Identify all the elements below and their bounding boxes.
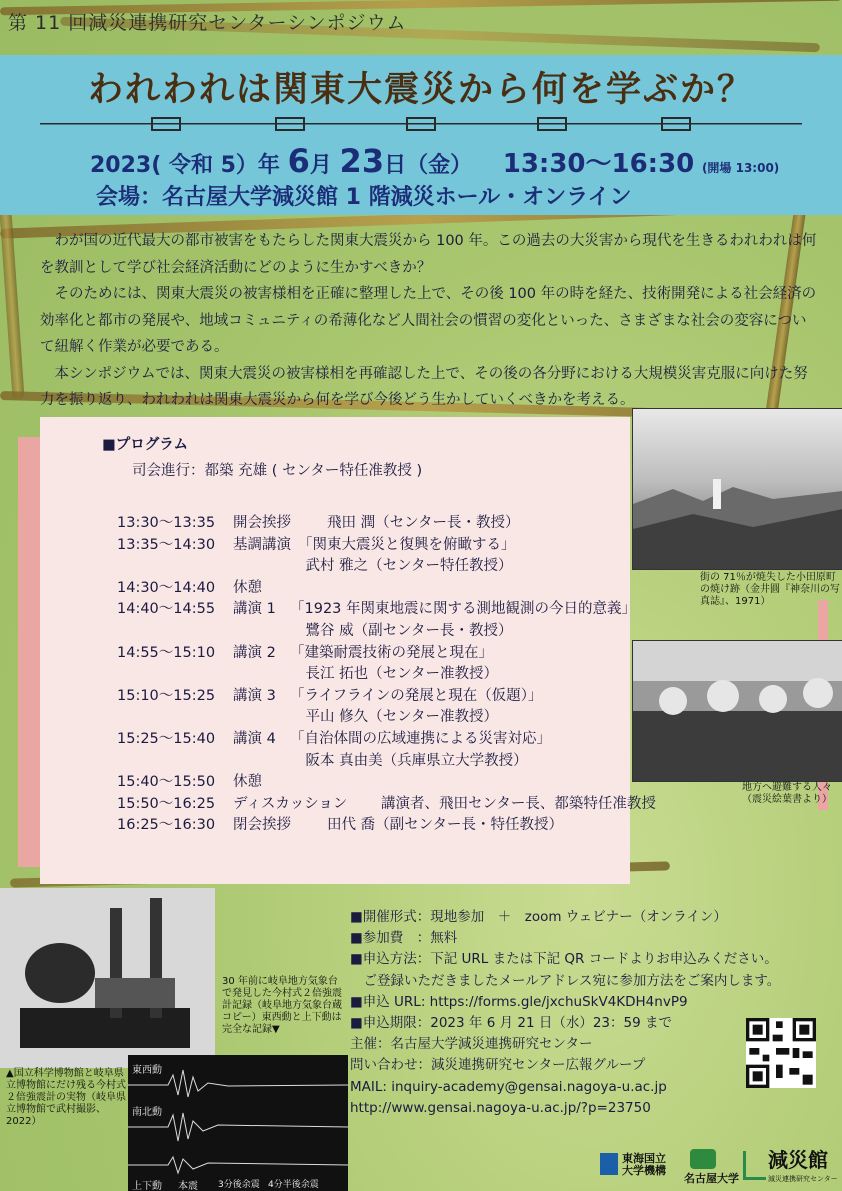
caption-photo2: 地方へ避難する人々（震災絵葉書より）: [742, 782, 832, 805]
program-detail: 「ライフラインの発展と現在（仮題）」: [290, 687, 543, 704]
seismo-label: 4分半後余震: [268, 1180, 319, 1190]
gensai-logo-sub: 減災連携研究センター: [768, 1175, 838, 1183]
program-detail: 「1923 年関東地震に関する測地観測の今日的意義」: [290, 601, 637, 618]
info-contact: 問い合わせ：減災連携研究センター広報グループ: [350, 1057, 646, 1074]
qr-code-icon[interactable]: [746, 1018, 816, 1088]
info-format: ■開催形式：現地参加 ＋ zoom ウェビナー（オンライン）: [350, 909, 727, 925]
event-date: [90, 142, 779, 180]
date-month: 6: [287, 142, 310, 180]
caption-photo3: ▲国立科学博物館と岐阜県立博物館にだけ残る今村式２倍強震計の実物（岐阜県立博物館で武村撮影、2022）: [6, 1068, 126, 1127]
program-heading: ■プログラム: [102, 437, 189, 453]
program-time: 16:25〜16:30: [117, 817, 216, 834]
info-apply-note: ご登録いただきましたメールアドレス宛に参加方法をご案内します。: [350, 972, 781, 989]
seismo-label: 東西動: [132, 1065, 162, 1076]
program-item: 休憩: [233, 774, 262, 791]
photo-evacuees: [632, 640, 842, 782]
program-detail: 長江 拓也（センター准教授）: [233, 666, 499, 683]
date-month-unit: 月: [309, 153, 332, 178]
nagoya-logo-text: 名古屋大学: [684, 1172, 739, 1185]
program-detail: 「自治体間の広域連携による災害対応」: [290, 731, 551, 747]
seismo-label: 3分後余震: [218, 1180, 260, 1190]
program-time: 15:40〜15:50: [117, 774, 216, 791]
date-day-unit: 日（金）: [384, 153, 473, 178]
program-detail: 武村 雅之（センター特任教授）: [233, 558, 513, 575]
intro-paragraph: 本シンポジウムでは、関東大震災の被害様相を再確認した上で、その後の各分野における大規模災害克服に向けた努力を振り返り、われわれは関東大震災から何を学び今後どう生かしていくべきかを考える。: [40, 365, 808, 408]
program-item: 講演 2: [233, 644, 276, 661]
tokai-logo-text: 東海国立大学機構: [622, 1152, 666, 1177]
program-item: ディスカッション: [233, 795, 348, 812]
program-item: 開会挨拶: [233, 515, 291, 531]
series-label: 第 11 回減災連携研究センターシンポジウム: [8, 12, 407, 34]
venue: 会場：名古屋大学減災館 1 階減災ホール・オンライン: [96, 185, 632, 210]
contact-email[interactable]: MAIL: inquiry-academy@gensai.nagoya-u.ac.jp: [350, 1078, 667, 1095]
gensai-logo-icon: [743, 1151, 766, 1180]
info-apply: ■申込方法：下記 URL または下記 QR コードよりお申込みください。: [350, 951, 778, 968]
program-detail: 阪本 真由美（兵庫県立大学教授）: [233, 752, 528, 769]
photo-odawara-ruins: [632, 408, 842, 570]
seismogram-record: [128, 1055, 348, 1191]
info-deadline: ■申込期限：2023 年 6 月 21 日（水）23：59 まで: [350, 1015, 672, 1032]
ornament-divider: [40, 116, 802, 132]
date-day: 23: [339, 142, 385, 180]
program-time: 15:25〜15:40: [117, 731, 216, 747]
intro-paragraph: わが国の近代最大の都市被害をもたらした関東大震災から 100 年。この過去の大災害から現代を生きるわれわれは何を教訓として学び社会経済活動にどのように生かすべきか？: [40, 233, 817, 276]
tokai-logo-icon: [600, 1153, 618, 1175]
decorative-branch: [0, 210, 25, 400]
program-detail: 「関東大震災と復興を俯瞰する」: [298, 536, 516, 553]
open-time: (開場 13:00): [701, 161, 780, 175]
program-detail: 鷺谷 威（副センター長・教授）: [233, 623, 513, 639]
program-time: 14:40〜14:55: [117, 601, 216, 618]
seismo-label: 上下動: [132, 1181, 162, 1191]
program-item: 講演 3: [233, 687, 276, 704]
date-year: 2023( 令和 5）年: [90, 153, 280, 178]
program-item: 休憩: [233, 579, 262, 596]
program-item: 基調講演: [233, 536, 291, 553]
program-detail: 飛田 潤（センター長・教授）: [298, 515, 520, 531]
intro-paragraph: そのためには、関東大震災の被害様相を正確に整理した上で、その後 100 年の時を経た、技術開発による社会経済の効率化と都市の発展や、地域コミュニティの希薄化など人間社会の慣習の変化といった、さまざまな社会の変容について紐解く作業が必要である。: [40, 286, 817, 355]
program-item: 閉会挨拶: [233, 817, 291, 834]
website-link[interactable]: http://www.gensai.nagoya-u.ac.jp/?p=23750: [350, 1099, 651, 1116]
info-host: 主催：名古屋大学減災連携研究センター: [350, 1036, 593, 1053]
program-detail: 「建築耐震技術の発展と現在」: [290, 644, 493, 661]
footer-logos: [600, 1145, 840, 1187]
program-time: 15:50〜16:25: [117, 795, 216, 812]
program-detail: 田代 喬（副センター長・特任教授）: [298, 817, 564, 834]
intro-text: [40, 228, 820, 414]
moderator: 司会進行：都築 充雄 ( センター特任准教授 ): [132, 463, 423, 479]
program-detail: 講演者、飛田センター長、都築特任准教授: [352, 795, 656, 812]
program-item: 講演 1: [233, 601, 276, 618]
registration-url[interactable]: ■申込 URL: https://forms.gle/jxchuSkV4KDH4nvP9: [350, 993, 688, 1010]
gensai-logo-text: 減災館: [768, 1148, 828, 1172]
program-time: 15:10〜15:25: [117, 687, 216, 704]
nagoya-logo-icon: [690, 1149, 716, 1169]
seismo-label: 本震: [178, 1181, 198, 1191]
photo-seismograph: [0, 888, 215, 1068]
program-time: 13:35〜14:30: [117, 536, 216, 553]
program-time: 14:55〜15:10: [117, 644, 216, 661]
program-time: 14:30〜14:40: [117, 579, 216, 596]
caption-photo1: 街の 71％が焼失した小田原町の焼け跡（金井圓『神奈川の写真誌』、1971）: [700, 572, 840, 607]
info-fee: ■参加費 ：無料: [350, 930, 458, 947]
event-info: [350, 907, 780, 1119]
caption-photo4: 30 年前に岐阜地方気象台で発見した今村式２倍強震計記録（岐阜地方気象台蔵コピー）東西動と上下動は完全な記録▼: [222, 976, 342, 1035]
page-title: われわれは関東大震災から何を学ぶか？: [87, 70, 754, 110]
event-time: 13:30〜16:30: [502, 149, 695, 179]
seismo-label: 南北動: [132, 1107, 162, 1118]
program-time: 13:30〜13:35: [117, 515, 216, 531]
program-item: 講演 4: [233, 731, 276, 747]
program-detail: 平山 修久（センター准教授）: [233, 709, 499, 726]
